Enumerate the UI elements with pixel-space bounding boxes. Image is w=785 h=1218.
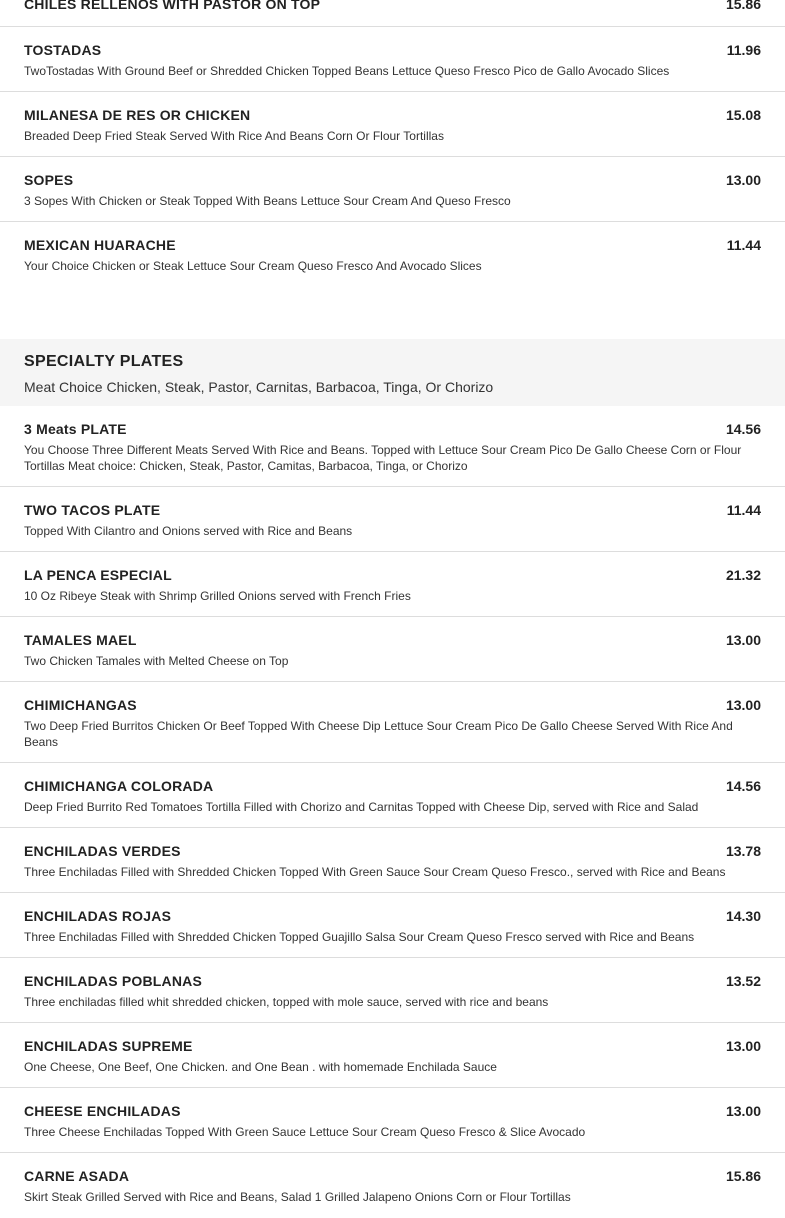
item-name: CARNE ASADA bbox=[24, 1168, 130, 1184]
menu-item-la-penca-especial[interactable] bbox=[0, 552, 785, 617]
menu-item-tostadas[interactable] bbox=[0, 27, 785, 92]
item-description: You Choose Three Different Meats Served With Rice and Beans. Topped with Lettuce Sour Cream Pico De Gallo Cheese Corn or Flour Tortillas Meat choice: Chicken, Steak, Pastor, Camitas, Barbacoa, Tinga, or Chorizo bbox=[24, 443, 742, 473]
section-subtitle: Meat Choice Chicken, Steak, Pastor, Carnitas, Barbacoa, Tinga, Or Chorizo bbox=[24, 379, 494, 395]
item-name: CHEESE ENCHILADAS bbox=[24, 1103, 181, 1119]
item-name: LA PENCA ESPECIAL bbox=[24, 567, 172, 583]
item-price: 15.86 bbox=[725, 0, 761, 12]
item-price: 15.86 bbox=[725, 1168, 761, 1184]
menu-item-cheese-enchiladas[interactable] bbox=[0, 1088, 785, 1153]
item-description: Three Cheese Enchiladas Topped With Green Sauce Lettuce Sour Cream Queso Fresco & Slice Avocado bbox=[24, 1125, 586, 1139]
menu-item-chimichangas[interactable] bbox=[0, 682, 785, 763]
item-price: 13.78 bbox=[725, 843, 761, 859]
item-description: Three enchiladas filled whit shredded chicken, topped with mole sauce, served with rice and beans bbox=[24, 995, 549, 1009]
item-name: MEXICAN HUARACHE bbox=[24, 237, 176, 253]
item-description: Three Enchiladas Filled with Shredded Chicken Topped Guajillo Salsa Sour Cream Queso Fresco served with Rice and Beans bbox=[24, 930, 695, 944]
item-price: 14.56 bbox=[725, 421, 761, 437]
item-description: Breaded Deep Fried Steak Served With Rice And Beans Corn Or Flour Tortillas bbox=[24, 129, 444, 143]
menu-item-milanesa[interactable] bbox=[0, 92, 785, 157]
item-description: TwoTostadas With Ground Beef or Shredded Chicken Topped Beans Lettuce Queso Fresco Pico de Gallo Avocado Slices bbox=[24, 64, 670, 78]
item-price: 14.30 bbox=[725, 908, 761, 924]
menu-item-enchiladas-supreme[interactable] bbox=[0, 1023, 785, 1088]
item-price: 11.44 bbox=[726, 237, 761, 253]
menu-item-3-meats-plate[interactable] bbox=[0, 406, 785, 487]
item-description: Skirt Steak Grilled Served with Rice and Beans, Salad 1 Grilled Jalapeno Onions Corn or Flour Tortillas bbox=[24, 1190, 571, 1204]
menu-item-two-tacos-plate[interactable] bbox=[0, 487, 785, 552]
item-price: 13.52 bbox=[725, 973, 761, 989]
item-price: 21.32 bbox=[725, 567, 761, 583]
item-name: CHIMICHANGAS bbox=[24, 697, 137, 713]
item-name: TOSTADAS bbox=[24, 42, 102, 58]
item-price: 13.00 bbox=[725, 632, 761, 648]
item-description: Two Chicken Tamales with Melted Cheese on Top bbox=[24, 654, 289, 668]
menu-item-sopes[interactable] bbox=[0, 157, 785, 222]
item-price: 11.44 bbox=[726, 502, 761, 518]
item-name: ENCHILADAS ROJAS bbox=[24, 908, 172, 924]
menu-item-chimichanga-colorada[interactable] bbox=[0, 763, 785, 828]
item-price: 11.96 bbox=[726, 42, 761, 58]
menu-item-enchiladas-rojas[interactable] bbox=[0, 893, 785, 958]
item-description: Deep Fried Burrito Red Tomatoes Tortilla Filled with Chorizo and Carnitas Topped with Cheese Dip, served with Rice and Salad bbox=[24, 800, 699, 814]
item-name: ENCHILADAS VERDES bbox=[24, 843, 181, 859]
item-name: ENCHILADAS POBLANAS bbox=[24, 973, 203, 989]
item-price: 13.00 bbox=[725, 697, 761, 713]
menu-item-chiles-rellenos[interactable] bbox=[0, 0, 785, 27]
item-name: TAMALES MAEL bbox=[24, 632, 137, 648]
item-price: 13.00 bbox=[725, 1038, 761, 1054]
item-name: ENCHILADAS SUPREME bbox=[24, 1038, 193, 1054]
menu-item-carne-asada[interactable] bbox=[0, 1153, 785, 1218]
item-description: Three Enchiladas Filled with Shredded Chicken Topped With Green Sauce Sour Cream Queso Fresco., served with Rice and Beans bbox=[24, 865, 726, 879]
menu-item-tamales-mael[interactable] bbox=[0, 617, 785, 682]
item-description: One Cheese, One Beef, One Chicken. and One Bean . with homemade Enchilada Sauce bbox=[24, 1060, 497, 1074]
item-price: 13.00 bbox=[725, 172, 761, 188]
menu-item-enchiladas-poblanas[interactable] bbox=[0, 958, 785, 1023]
section-header-specialty-plates bbox=[0, 339, 785, 406]
item-price: 13.00 bbox=[725, 1103, 761, 1119]
item-name: 3 Meats PLATE bbox=[24, 421, 127, 437]
item-description: Topped With Cilantro and Onions served with Rice and Beans bbox=[24, 524, 353, 538]
item-description: Two Deep Fried Burritos Chicken Or Beef Topped With Cheese Dip Lettuce Sour Cream Pico De Gallo Cheese Served With Rice And Beans bbox=[24, 719, 733, 749]
menu-item-enchiladas-verdes[interactable] bbox=[0, 828, 785, 893]
item-name: CHILES RELLENOS WITH PASTOR ON TOP bbox=[24, 0, 321, 12]
section-spacer bbox=[0, 287, 785, 339]
item-name: MILANESA DE RES OR CHICKEN bbox=[24, 107, 251, 123]
menu-item-mexican-huarache[interactable] bbox=[0, 222, 785, 287]
item-price: 14.56 bbox=[725, 778, 761, 794]
item-description: 10 Oz Ribeye Steak with Shrimp Grilled Onions served with French Fries bbox=[24, 589, 411, 603]
item-name: CHIMICHANGA COLORADA bbox=[24, 778, 214, 794]
item-price: 15.08 bbox=[725, 107, 761, 123]
item-description: 3 Sopes With Chicken or Steak Topped With Beans Lettuce Sour Cream And Queso Fresco bbox=[24, 194, 511, 208]
item-name: SOPES bbox=[24, 172, 74, 188]
item-description: Your Choice Chicken or Steak Lettuce Sour Cream Queso Fresco And Avocado Slices bbox=[24, 259, 482, 273]
section-title: SPECIALTY PLATES bbox=[24, 353, 184, 370]
item-name: TWO TACOS PLATE bbox=[24, 502, 161, 518]
